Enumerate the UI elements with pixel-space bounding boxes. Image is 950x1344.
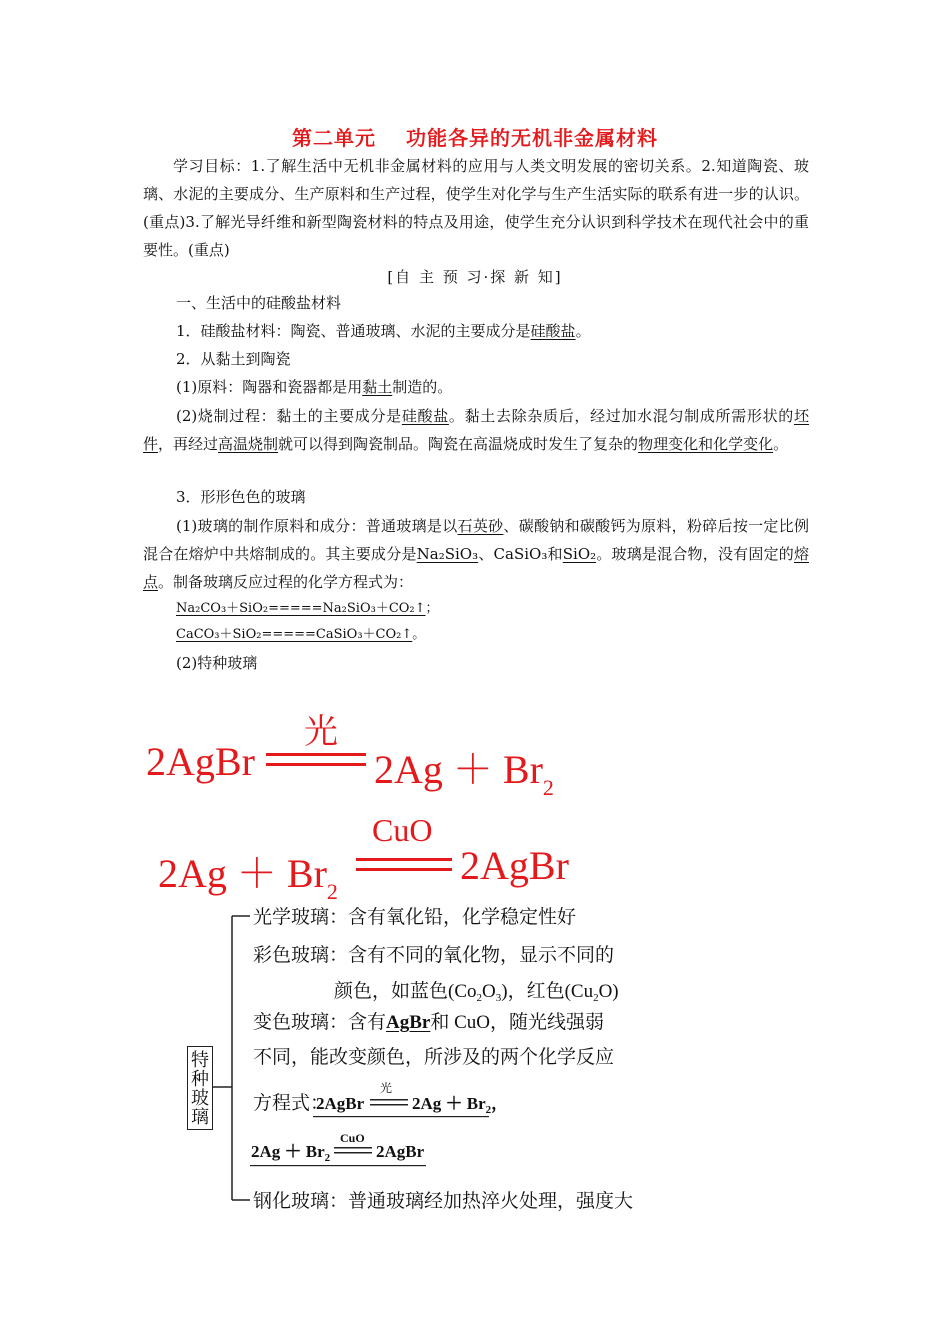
- paragraph-1: 1．硅酸盐材料：陶瓷、普通玻璃、水泥的主要成分是硅酸盐。: [176, 322, 591, 340]
- paragraph-5: 3．形形色色的玻璃: [176, 488, 306, 506]
- special-glass-box: 特种玻璃: [187, 1046, 213, 1130]
- colored-glass-line2: 颜色，如蓝色$(Co_2O_3)$，红色$(Cu_2O)$: [334, 981, 619, 1004]
- photochromic-line1: 变色玻璃：含有AgBr和 CuO，随光线强弱: [253, 1012, 604, 1033]
- page-title: 第二单元 功能各异的无机非金属材料: [292, 126, 658, 150]
- section-header: [自 主 预 习·探 新 知]: [387, 268, 563, 286]
- paragraph-2: 2．从黏土到陶瓷: [176, 350, 291, 368]
- photochromic-line2: 不同，能改变颜色，所涉及的两个化学反应: [253, 1047, 615, 1068]
- colored-glass-line1: 彩色玻璃：含有不同的氧化物，显示不同的: [253, 945, 615, 966]
- reaction-1-equals: [266, 753, 366, 769]
- reaction-1-condition: 光: [304, 714, 338, 751]
- paragraph-3: (1)原料：陶器和瓷器都是用黏土制造的。: [176, 378, 453, 396]
- equation-2: CaCO₃＋SiO₂=====CaSiO₃＋CO₂↑。: [176, 627, 426, 642]
- learning-objectives: 学习目标：1.了解生活中无机非金属材料的应用与人类文明发展的密切关系。2.知道陶瓷、玻璃、水泥的主要成分、生产原料和生产过程，使学生对化学与生产生活实际的联系有进一步的认识。(重点)3.了解光导纤维和新型陶瓷材料的特点及用途，使学生充分认识到科学技术在现代社会中的重要性。(重点): [143, 157, 809, 259]
- reaction-2-right: 2AgBr: [460, 843, 569, 888]
- photochromic-line3: 方程式：: [253, 1093, 330, 1114]
- paragraph-6: (1)玻璃的制作原料和成分：普通玻璃是以石英砂、碳酸钠和碳酸钙为原料，粉碎后按一定比例混合在熔炉中共熔制成的。其主要成分是Na₂SiO₃、CaSiO₃和SiO₂。玻璃是混合物，没有固定的熔点。制备玻璃反应过程的化学方程式为：: [143, 517, 809, 591]
- reaction-2-left: $2Ag + Br_2$: [158, 851, 338, 904]
- tempered-glass: 钢化玻璃：普通玻璃经加热淬火处理，强度大: [253, 1191, 634, 1212]
- reaction-2-equals: [356, 858, 452, 874]
- optical-glass: 光学玻璃：含有氧化铅，化学稳定性好: [253, 907, 577, 928]
- reaction-1-left: 2AgBr: [146, 739, 255, 784]
- paragraph-7: (2)特种玻璃: [176, 654, 258, 672]
- equation-1: Na₂CO₃＋SiO₂=====Na₂SiO₃＋CO₂↑；: [176, 601, 439, 616]
- paragraph-4: (2)烧制过程：黏土的主要成分是硅酸盐。黏土去除杂质后，经过加水混匀制成所需形状的坯件，再经过高温烧制就可以得到陶瓷制品。陶瓷在高温烧成时发生了复杂的物理变化和化学变化。: [143, 407, 809, 453]
- reaction-2-condition: CuO: [372, 812, 433, 848]
- section-heading: 一、生活中的硅酸盐材料: [176, 294, 342, 312]
- reaction-1-right: $2Ag + Br_2$: [374, 747, 554, 800]
